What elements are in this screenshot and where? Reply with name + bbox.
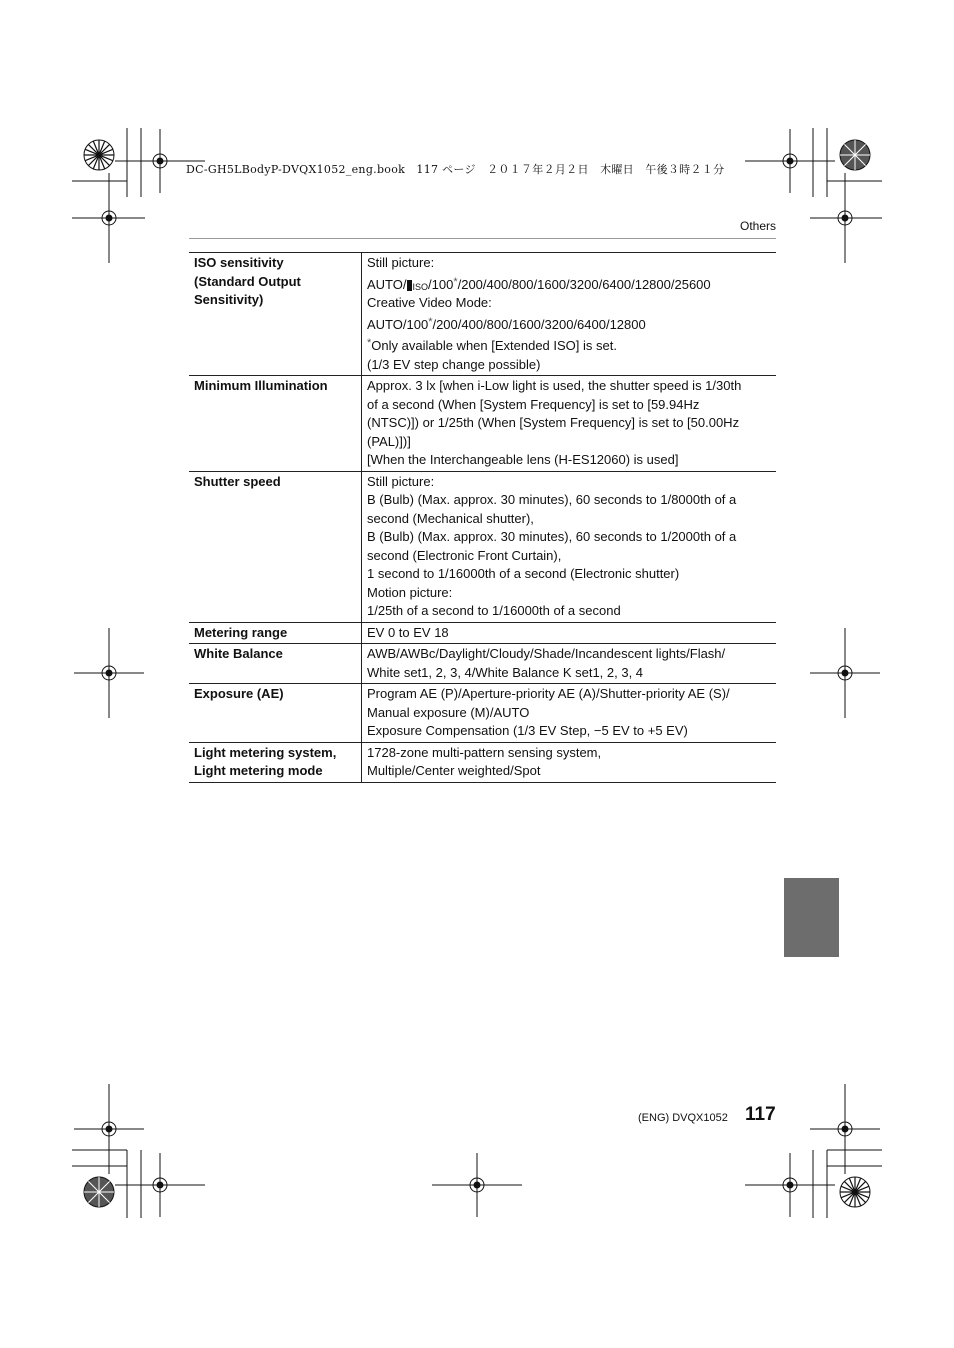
spec-value bbox=[362, 622, 777, 644]
footnote-asterisk: * bbox=[428, 315, 433, 328]
spec-value-line: EV 0 to EV 18 bbox=[367, 624, 449, 640]
spec-value-line: Motion picture: bbox=[367, 584, 453, 600]
spec-value bbox=[362, 684, 777, 743]
spec-label-line: Metering range bbox=[194, 624, 288, 640]
page-number: 117 bbox=[745, 1104, 776, 1125]
spec-value-line: (PAL)])] bbox=[367, 433, 411, 449]
spec-label bbox=[189, 253, 362, 376]
spec-label-line: Exposure (AE) bbox=[194, 686, 284, 701]
spec-value-line: Still picture: bbox=[367, 255, 435, 270]
specifications-table-body bbox=[189, 253, 776, 783]
spec-value-line: AUTO/ ISO/100*/200/400/800/1600/3200/6400/12800/25600 bbox=[367, 275, 711, 292]
spec-value-line: 1 second to 1/16000th of a second (Electronic shutter) bbox=[367, 566, 680, 581]
specifications-table bbox=[189, 252, 776, 783]
spec-label-line: (Standard Output bbox=[194, 273, 301, 289]
spec-value-line: (1/3 EV step change possible) bbox=[367, 356, 541, 372]
spec-row bbox=[189, 644, 776, 684]
spec-label-line: Light metering mode bbox=[194, 763, 323, 778]
spec-label-line: Sensitivity) bbox=[194, 292, 264, 307]
section-label: Others bbox=[739, 219, 776, 233]
spec-label bbox=[189, 684, 362, 743]
spec-value-line: Creative Video Mode: bbox=[367, 295, 492, 310]
spec-label-line: Shutter speed bbox=[194, 473, 281, 489]
spec-value-line: (NTSC)]) or 1/25th (When [System Frequency] is set to [50.00Hz bbox=[367, 415, 740, 430]
footnote-asterisk: * bbox=[367, 337, 372, 349]
spec-value-line: Manual exposure (M)/AUTO bbox=[367, 704, 530, 720]
intelligent-iso-icon: ISO bbox=[407, 280, 429, 293]
spec-value bbox=[362, 253, 777, 376]
spec-value-line: *Only available when [Extended ISO] is set. bbox=[367, 337, 617, 353]
spec-label bbox=[189, 742, 362, 782]
spec-value bbox=[362, 471, 777, 622]
spec-value-line: Approx. 3 lx [when i-Low light is used, the shutter speed is 1/30th bbox=[367, 378, 742, 393]
spec-label-line: Light metering system, bbox=[194, 744, 337, 760]
spec-value-line: Program AE (P)/Aperture-priority AE (A)/Shutter-priority AE (S)/ bbox=[367, 686, 730, 701]
spec-value bbox=[362, 376, 777, 472]
chapter-side-tab bbox=[784, 878, 839, 957]
spec-value-line: [When the Interchangeable lens (H-ES12060) is used] bbox=[367, 452, 679, 467]
spec-row bbox=[189, 684, 776, 743]
spec-value bbox=[362, 644, 777, 684]
spec-row bbox=[189, 376, 776, 472]
spec-value-line: White set1, 2, 3, 4/White Balance K set1, 2, 3, 4 bbox=[367, 664, 644, 680]
spec-value-line: 1/25th of a second to 1/16000th of a second bbox=[367, 603, 621, 618]
spec-value-line: second (Mechanical shutter), bbox=[367, 510, 534, 526]
spec-value-line: 1728-zone multi-pattern sensing system, bbox=[367, 744, 602, 760]
spec-label bbox=[189, 622, 362, 644]
page-code: (ENG) DVQX1052 bbox=[638, 1112, 728, 1124]
spec-value-line: B (Bulb) (Max. approx. 30 minutes), 60 seconds to 1/2000th of a bbox=[367, 529, 737, 544]
spec-value-line: second (Electronic Front Curtain), bbox=[367, 547, 562, 563]
spec-value-line: Multiple/Center weighted/Spot bbox=[367, 763, 541, 778]
print-job-header: DC-GH5LBodyP-DVQX1052_eng.book 117 ページ ２０１７年２月２日 木曜日 午後３時２１分 bbox=[186, 163, 725, 176]
spec-value-line: AUTO/100*/200/400/800/1600/3200/6400/12800 bbox=[367, 315, 646, 332]
spec-value bbox=[362, 742, 777, 782]
spec-value-line: Exposure Compensation (1/3 EV Step, −5 EV to +5 EV) bbox=[367, 723, 688, 738]
spec-row bbox=[189, 471, 776, 622]
spec-row bbox=[189, 742, 776, 782]
spec-value-line: Still picture: bbox=[367, 473, 435, 489]
spec-value-line: of a second (When [System Frequency] is set to [59.94Hz bbox=[367, 396, 700, 412]
footnote-asterisk: * bbox=[453, 275, 458, 288]
spec-row bbox=[189, 253, 776, 376]
spec-label bbox=[189, 471, 362, 622]
spec-label-line: White Balance bbox=[194, 646, 283, 661]
spec-label-line: ISO sensitivity bbox=[194, 255, 284, 270]
spec-label-line: Minimum Illumination bbox=[194, 378, 328, 393]
spec-row bbox=[189, 622, 776, 644]
spec-value-line: AWB/AWBc/Daylight/Cloudy/Shade/Incandescent lights/Flash/ bbox=[367, 646, 726, 661]
spec-value-line: B (Bulb) (Max. approx. 30 minutes), 60 seconds to 1/8000th of a bbox=[367, 492, 737, 507]
spec-label bbox=[189, 644, 362, 684]
spec-label bbox=[189, 376, 362, 472]
section-divider bbox=[189, 238, 776, 239]
